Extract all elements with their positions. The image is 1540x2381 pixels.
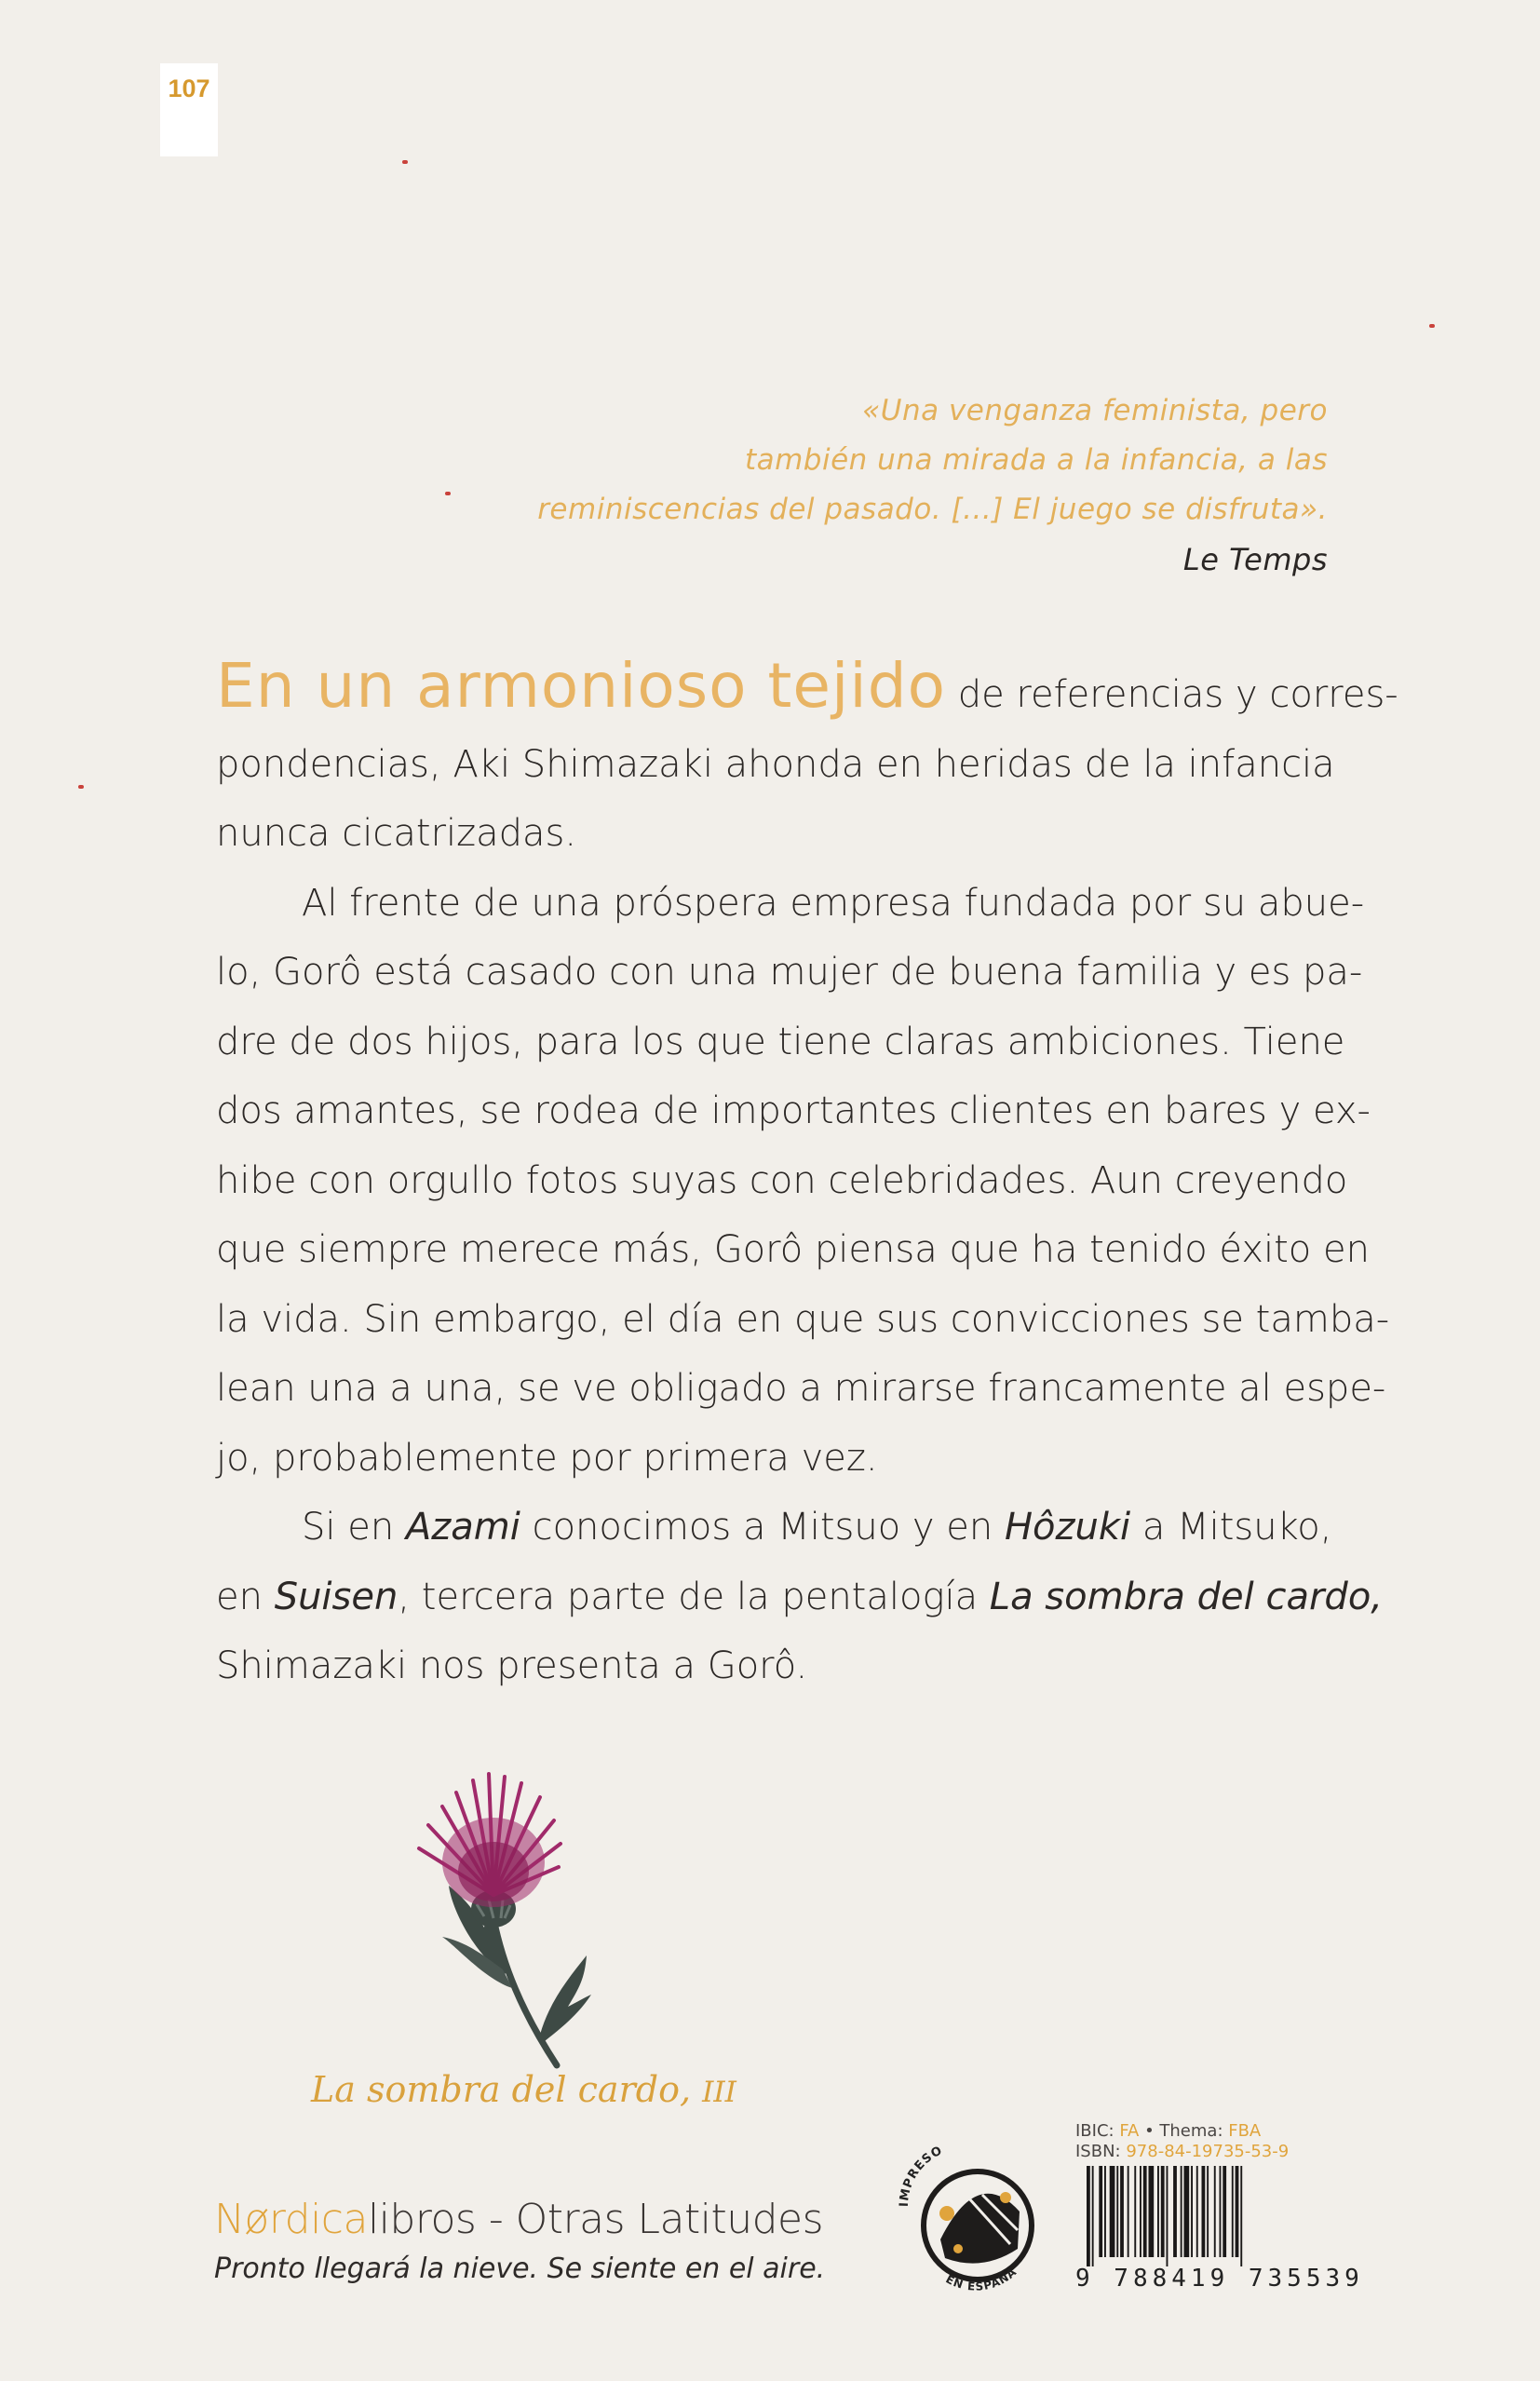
body-line: dre de dos hijos, para los que tiene claras ambiciones. Tiene: [216, 1020, 1345, 1063]
review-quote: [490, 386, 1328, 588]
body-line: que siempre merece más, Gorô piensa que ha tenido éxito en: [216, 1228, 1370, 1271]
stamp-top-text: IMPRESO: [897, 2144, 946, 2208]
classification-codes: [1075, 2121, 1331, 2142]
ibic-label: IBIC:: [1075, 2121, 1120, 2141]
body-line: Al frente de una próspera empresa fundada por su abue-: [302, 881, 1365, 925]
barcode-bar: [1207, 2166, 1209, 2257]
quote-line: también una mirada a la infancia, a las: [744, 443, 1328, 477]
barcode-digits: 9 788419 735539: [1075, 2265, 1364, 2293]
barcode-bar: [1128, 2166, 1129, 2257]
body-line: hibe con orgullo fotos suyas con celebridades. Aun creyendo: [216, 1158, 1348, 1202]
barcode-bar: [1167, 2166, 1169, 2266]
body-text-span: , tercera parte de la pentalogía: [398, 1575, 990, 1618]
body-line: [216, 1563, 1384, 1632]
body-text-span: conocimos a Mitsuo y en: [520, 1506, 1005, 1549]
barcode-bar: [1120, 2166, 1124, 2257]
speck: [78, 785, 84, 789]
barcode-bar: [1173, 2166, 1177, 2257]
barcode-bar: [1087, 2166, 1090, 2266]
ibic-value: FA: [1119, 2121, 1140, 2141]
speck: [1429, 324, 1435, 328]
series-title-text: La sombra del cardo,: [311, 2069, 692, 2110]
body-line: jo, probablemente por primera vez.: [216, 1436, 878, 1480]
barcode-bar: [1161, 2166, 1165, 2257]
barcode-bar: [1236, 2166, 1239, 2257]
barcode-bar: [1149, 2166, 1155, 2257]
synopsis: [216, 650, 1398, 1701]
barcode-bar: [1181, 2166, 1182, 2257]
barcode-bar: [1157, 2166, 1159, 2257]
series-title-inline: La sombra del cardo,: [989, 1575, 1384, 1618]
body-line: la vida. Sin embargo, el día en que sus convicciones se tamba-: [216, 1297, 1390, 1341]
isbn-value: 978-84-19735-53-9: [1126, 2142, 1290, 2161]
book-title-hozuki: Hôzuki: [1004, 1506, 1131, 1549]
publisher-line: [214, 2196, 823, 2243]
speck: [402, 160, 408, 164]
lead-phrase: En un armonioso tejido: [216, 650, 946, 722]
thema-label: • Thema:: [1139, 2121, 1229, 2141]
barcode-bar: [1184, 2166, 1190, 2257]
barcode-bar: [1134, 2166, 1136, 2257]
barcode-bar: [1223, 2166, 1226, 2257]
speck: [445, 492, 451, 495]
body-line: lean una a una, se ve obligado a mirarse francamente al espe-: [216, 1367, 1386, 1410]
body-line: [216, 1493, 1332, 1563]
body-line: pondencias, Aki Shimazaki ahonda en heridas de la infancia: [216, 742, 1335, 786]
barcode-bar: [1240, 2166, 1242, 2266]
body-line: Shimazaki nos presenta a Gorô.: [216, 1644, 808, 1687]
publisher-collection: - Otras Latitudes: [476, 2196, 824, 2243]
page-number: 107: [160, 63, 218, 156]
barcode-bar: [1099, 2166, 1102, 2257]
barcode-bar: [1202, 2166, 1206, 2257]
body-line: dos amantes, se rodea de importantes clientes en bares y ex-: [216, 1089, 1371, 1132]
body-line: nunca cicatrizadas.: [216, 812, 577, 855]
isbn-line: [1075, 2142, 1331, 2162]
barcode-bar: [1140, 2166, 1141, 2257]
barcode-bar: [1232, 2166, 1234, 2257]
body-line: [216, 650, 1398, 730]
series-title: [311, 2069, 736, 2110]
isbn-label: ISBN:: [1075, 2142, 1127, 2161]
barcode: [1075, 2166, 1319, 2266]
body-text-span: Si en: [302, 1506, 406, 1549]
impreso-en-espana-stamp: [880, 2109, 1047, 2295]
barcode-bar: [1220, 2166, 1222, 2257]
stamp-bottom-text: EN ESPAÑA: [943, 2265, 1020, 2293]
quote-source: Le Temps: [1182, 542, 1328, 577]
barcode-bar: [1191, 2166, 1193, 2257]
barcode-bar: [1196, 2166, 1198, 2257]
body-text-span: de referencias y corres-: [957, 673, 1398, 716]
barcode-bar: [1214, 2166, 1216, 2257]
book-title-azami: Azami: [405, 1506, 520, 1549]
barcode-block: [1075, 2121, 1364, 2293]
thistle-illustration: [400, 1769, 642, 2077]
body-line: lo, Gorô está casado con una mujer de buena familia y es pa-: [216, 951, 1363, 994]
body-text-span: en: [216, 1575, 275, 1618]
quote-line: reminiscencias del pasado. [...] El juego se disfruta».: [537, 493, 1328, 526]
quote-line: «Una venganza feminista, pero: [862, 394, 1328, 427]
book-title-suisen: Suisen: [274, 1575, 399, 1618]
barcode-bar: [1104, 2166, 1106, 2257]
tagline: Pronto llegará la nieve. Se siente en el aire.: [214, 2252, 826, 2285]
barcode-bar: [1092, 2166, 1094, 2266]
publisher-brand-rest: libros: [367, 2196, 477, 2243]
barcode-bar: [1116, 2166, 1118, 2257]
series-volume: III: [702, 2076, 736, 2109]
barcode-bar: [1143, 2166, 1147, 2257]
barcode-bar: [1110, 2166, 1115, 2257]
publisher-brand: Nørdica: [214, 2196, 368, 2243]
thema-value: FBA: [1228, 2121, 1262, 2141]
body-text-span: a Mitsuko,: [1130, 1506, 1332, 1549]
